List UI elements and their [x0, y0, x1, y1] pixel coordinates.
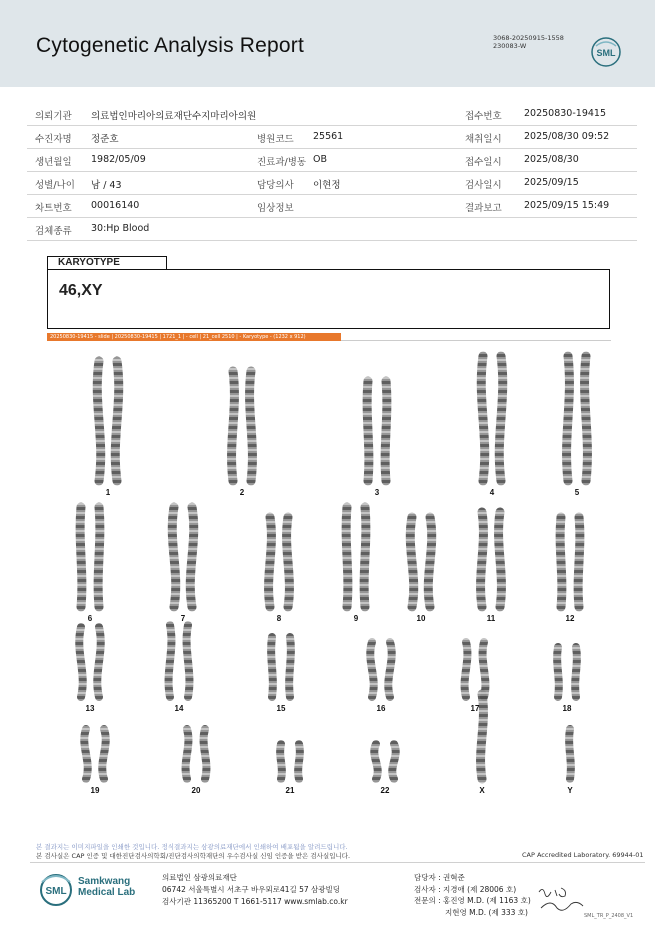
chromosome-14 [187, 625, 190, 697]
chromosome-14 [169, 625, 172, 697]
document-id: SML_TR_P_2408_V1 [584, 913, 634, 919]
karyogram-image [40, 345, 615, 805]
patient-value: 정준호 [91, 134, 119, 145]
chromosome-10 [410, 517, 413, 607]
chromosome-4 [481, 356, 484, 481]
specimen-label: 검체종류 [35, 226, 72, 237]
dob-value: 1982/05/09 [91, 154, 146, 165]
cap-accreditation: CAP Accredited Laboratory. 69944-01 [522, 851, 644, 859]
report-value: 2025/09/15 15:49 [524, 200, 610, 211]
chromosome-18 [575, 647, 577, 697]
report-code-line1: 3068-20250915-1558 [493, 34, 564, 42]
sex-age-value: 남 / 43 [91, 180, 122, 191]
chromosome-16 [388, 642, 391, 697]
chromosome-label-8: 8 [276, 614, 282, 623]
dob-label: 생년월일 [35, 157, 72, 168]
chromosome-label-10: 10 [416, 614, 426, 623]
chromosome-8 [269, 517, 272, 607]
chromosome-3 [367, 381, 369, 481]
staff-specialist-2: 지현영 M.D. (제 333 호) [445, 907, 528, 917]
received-label: 접수일시 [465, 157, 502, 168]
staff-tester: 검사자 : 지경애 (제 28006 호) [414, 884, 517, 894]
chromosome-1 [97, 361, 100, 481]
info-row [27, 148, 637, 172]
chromosome-6 [80, 507, 82, 607]
chromosome-4 [499, 356, 502, 481]
wordmark-line1: Samkwang [78, 876, 131, 887]
caption-divider [341, 340, 611, 341]
test-date-label: 검사일시 [465, 180, 502, 191]
report-label: 결과보고 [465, 203, 502, 214]
samkwang-logo-text: SML [45, 886, 67, 897]
chromosome-17 [465, 642, 468, 697]
chromosome-label-12: 12 [565, 614, 575, 623]
chromosome-label-22: 22 [380, 786, 390, 795]
chromosome-label-17: 17 [470, 704, 480, 713]
wordmark-line2: Medical Lab [78, 887, 136, 898]
staff-specialist-1: 전문의 : 홍진영 M.D. (제 1163 호) [414, 896, 531, 905]
chromosome-5 [585, 356, 588, 481]
chromosome-label-6: 6 [87, 614, 93, 623]
chromosome-15 [271, 637, 273, 697]
chromosome-label-9: 9 [353, 614, 359, 623]
chromosome-label-18: 18 [562, 704, 572, 713]
report-code [493, 34, 564, 50]
receipt-no-value: 20250830-19415 [524, 108, 607, 119]
chromosome-label-15: 15 [276, 704, 286, 713]
chromosome-1 [115, 361, 118, 481]
chromosome-X [481, 694, 484, 779]
info-row [27, 171, 637, 195]
chromosome-7 [172, 507, 175, 607]
chromosome-label-X: X [479, 786, 485, 795]
chromosome-16 [370, 642, 373, 697]
organization-info [162, 872, 348, 908]
chromosome-22 [374, 744, 377, 779]
chromosome-10 [428, 517, 431, 607]
footer-divider [30, 862, 645, 863]
chromosome-13 [97, 627, 100, 697]
chromosome-11 [499, 512, 502, 607]
sml-logo-text: SML [596, 48, 616, 58]
chromosome-label-14: 14 [174, 704, 184, 713]
chromosome-2 [232, 371, 235, 481]
chart-no-value: 00016140 [91, 200, 140, 211]
institution-value: 의료법인마리아의료재단수지마리아의원 [91, 111, 257, 122]
chromosome-label-11: 11 [486, 614, 496, 623]
hospital-code-label: 병원코드 [257, 134, 294, 145]
chromosome-12 [560, 517, 562, 607]
chromosome-12 [578, 517, 580, 607]
org-address: 06742 서울특별시 서초구 바우뫼로41길 57 삼광빌딩 [162, 885, 341, 894]
collection-label: 채취일시 [465, 134, 502, 145]
test-date-value: 2025/09/15 [524, 177, 579, 188]
chromosome-20 [186, 729, 189, 779]
chromosome-label-4: 4 [489, 488, 495, 497]
chromosome-9 [346, 507, 348, 607]
chromosome-19 [102, 729, 105, 779]
received-value: 2025/08/30 [524, 154, 579, 165]
karyotype-tab: KARYOTYPE [47, 256, 167, 269]
chromosome-2 [250, 371, 253, 481]
chromosome-8 [287, 517, 290, 607]
chromosome-label-2: 2 [239, 488, 245, 497]
karyotype-value: 46,XY [59, 282, 103, 299]
sex-age-label: 성별/나이 [35, 180, 75, 191]
specimen-value: 30:Hp Blood [91, 223, 150, 234]
doctor-value: 이현정 [313, 180, 341, 191]
karyogram-caption-bar: 20250830-19415 - slide | 20250830-19415 | 1721_1 | - cell | 21_cell 2510 | - Karyotype - (1232 x 912) [47, 333, 341, 341]
info-row [27, 217, 637, 241]
chromosome-3 [385, 381, 387, 481]
karyotype-result-box [47, 269, 610, 329]
chromosome-label-7: 7 [180, 614, 186, 623]
report-code-line2: 230083-W [493, 42, 527, 50]
info-row [27, 194, 637, 218]
institution-label: 의뢰기관 [35, 111, 72, 122]
chromosome-20 [204, 729, 207, 779]
chromosome-15 [289, 637, 291, 697]
report-title: Cytogenetic Analysis Report [36, 34, 305, 57]
report-header [0, 0, 655, 87]
chromosome-label-21: 21 [285, 786, 295, 795]
clinical-label: 임상정보 [257, 203, 294, 214]
chromosome-label-1: 1 [105, 488, 111, 497]
info-row [27, 125, 637, 149]
chromosome-label-20: 20 [191, 786, 201, 795]
chromosome-21 [280, 744, 282, 779]
chromosome-13 [79, 627, 82, 697]
chromosome-6 [98, 507, 100, 607]
chromosome-21 [298, 744, 300, 779]
chromosome-shapes [79, 356, 587, 779]
signature-image [535, 880, 595, 915]
sml-logo-icon [590, 36, 622, 68]
chromosome-22 [392, 744, 395, 779]
chromosome-Y [569, 729, 571, 779]
chromosome-11 [481, 512, 484, 607]
chromosome-label-19: 19 [90, 786, 100, 795]
chromosome-label-16: 16 [376, 704, 386, 713]
chromosome-label-5: 5 [574, 488, 580, 497]
chromosome-label-Y: Y [567, 786, 573, 795]
chromosome-9 [364, 507, 366, 607]
doctor-label: 담당의사 [257, 180, 294, 191]
samkwang-wordmark [78, 876, 135, 898]
dept-value: OB [313, 154, 327, 165]
dept-label: 진료과/병동 [257, 157, 307, 168]
chromosome-5 [567, 356, 570, 481]
org-name: 의료법인 삼광의료재단 [162, 873, 237, 882]
samkwang-logo-icon [34, 870, 78, 906]
chromosome-7 [190, 507, 193, 607]
patient-label: 수진자명 [35, 134, 72, 145]
chromosome-labels [86, 488, 580, 795]
chromosome-label-3: 3 [374, 488, 380, 497]
disclaimer-accreditation: 본 검사실은 CAP 인증 및 대한진단검사의학회/진단검사의학재단의 우수검사실 신임 인증을 받은 검사실입니다. [36, 852, 351, 860]
chromosome-label-13: 13 [85, 704, 95, 713]
hospital-code-value: 25561 [313, 131, 344, 142]
staff-info [414, 872, 531, 918]
receipt-no-label: 접수번호 [465, 111, 502, 122]
info-row [27, 102, 637, 126]
chart-no-label: 차트번호 [35, 203, 72, 214]
collection-value: 2025/08/30 09:52 [524, 131, 610, 142]
staff-manager: 담당자 : 권혁준 [414, 873, 465, 882]
disclaimer-print: 본 결과지는 이미지파일을 인쇄한 것입니다. 정식결과지는 삼광의료재단에서 인쇄하여 배포됨을 알려드립니다. [36, 843, 348, 851]
org-contact: 검사기관 11365200 T 1661-5117 www.smlab.co.kr [162, 897, 348, 906]
chromosome-17 [483, 642, 486, 697]
chromosome-19 [84, 729, 87, 779]
chromosome-18 [557, 647, 559, 697]
